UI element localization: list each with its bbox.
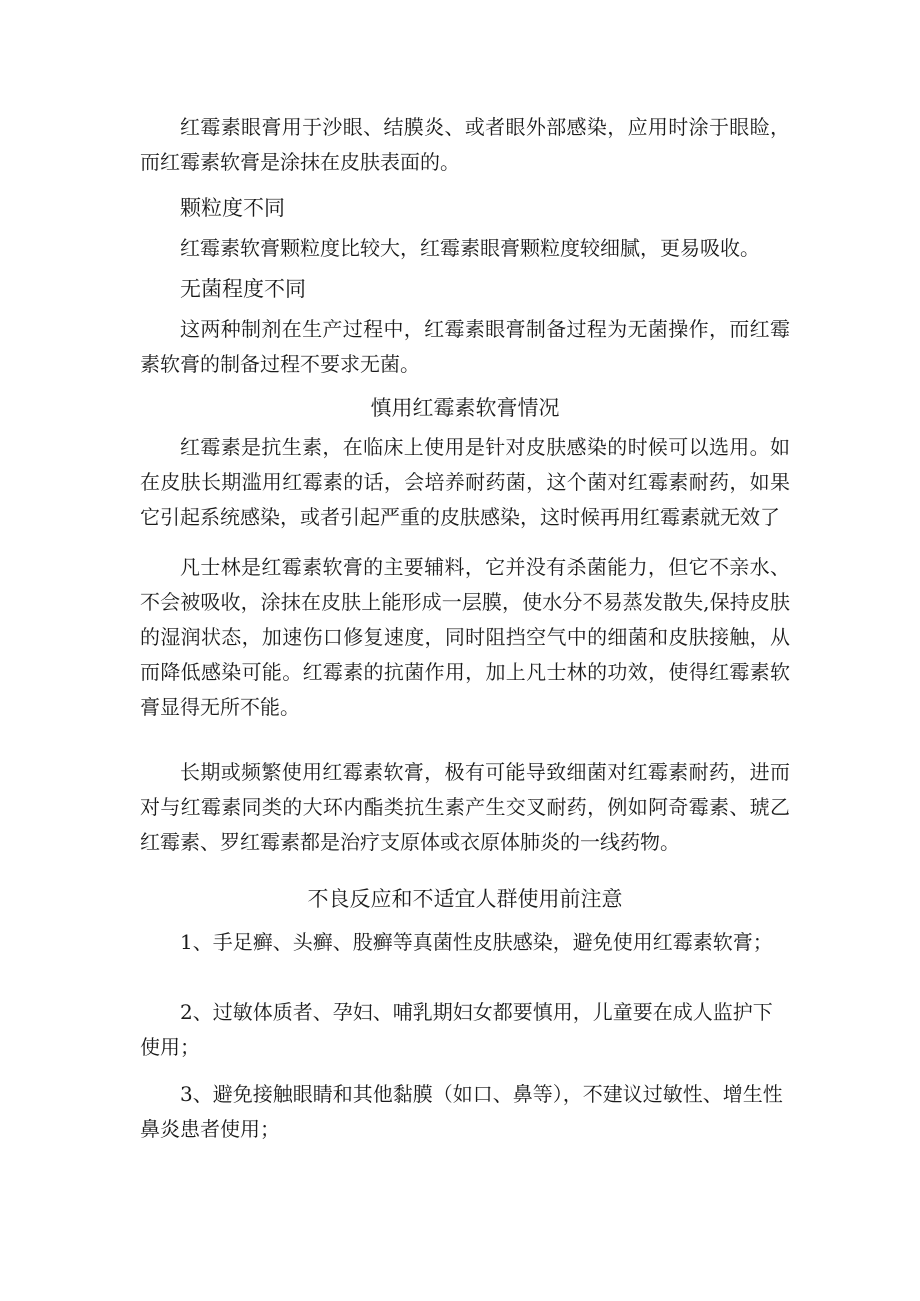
list-item-2: 2、过敏体质者、孕妇、哺乳期妇女都要慎用，儿童要在成人监护下使用； bbox=[140, 1000, 773, 1059]
paragraph-eye-ointment-usage: 红霉素眼膏用于沙眼、结膜炎、或者眼外部感染，应用时涂于眼睑，而红霉素软膏是涂抹在皮肤表面的。 bbox=[140, 115, 790, 174]
list-item-3: 3、避免接触眼睛和其他黏膜（如口、鼻等），不建议过敏性、增生性鼻炎患者使用； bbox=[140, 1082, 783, 1141]
paragraph-antibiotic-resistance: 红霉素是抗生素，在临床上使用是针对皮肤感染的时候可以选用。如在皮肤长期滥用红霉素的话，会培养耐药菌，这个菌对红霉素耐药，如果它引起系统感染，或者引起严重的皮肤感染，这时候再用红霉素就无效了 bbox=[140, 435, 790, 529]
paragraph-vaseline: 凡士林是红霉素软膏的主要辅料，它并没有杀菌能力，但它不亲水、不会被吸收，涂抹在皮肤上能形成一层膜，使水分不易蒸发散失,保持皮肤的湿润状态，加速伤口修复速度，同时阻挡空气中的细菌和皮肤接触，从而降低感染可能。红霉素的抗菌作用，加上凡士林的功效，使得红霉素软膏显得无所不能。 bbox=[140, 555, 790, 719]
heading-sterility: 无菌程度不同 bbox=[180, 277, 306, 301]
paragraph-sterility: 这两种制剂在生产过程中，红霉素眼膏制备过程为无菌操作，而红霉素软膏的制备过程不要求无菌。 bbox=[140, 317, 790, 376]
heading-adverse-reactions: 不良反应和不适宜人群使用前注意 bbox=[307, 887, 623, 911]
paragraph-particle-size: 红霉素软膏颗粒度比较大，红霉素眼膏颗粒度较细腻，更易吸收。 bbox=[180, 236, 760, 260]
paragraph-cross-resistance: 长期或频繁使用红霉素软膏，极有可能导致细菌对红霉素耐药，进而对与红霉素同类的大环内酯类抗生素产生交叉耐药，例如阿奇霉素、琥乙红霉素、罗红霉素都是治疗支原体或衣原体肺炎的一线药物。 bbox=[140, 760, 790, 854]
heading-particle-size: 颗粒度不同 bbox=[180, 196, 285, 220]
heading-cautious-use: 慎用红霉素软膏情况 bbox=[370, 396, 560, 420]
list-item-1: 1、手足癣、头癣、股癣等真菌性皮肤感染，避免使用红霉素软膏； bbox=[180, 930, 773, 954]
